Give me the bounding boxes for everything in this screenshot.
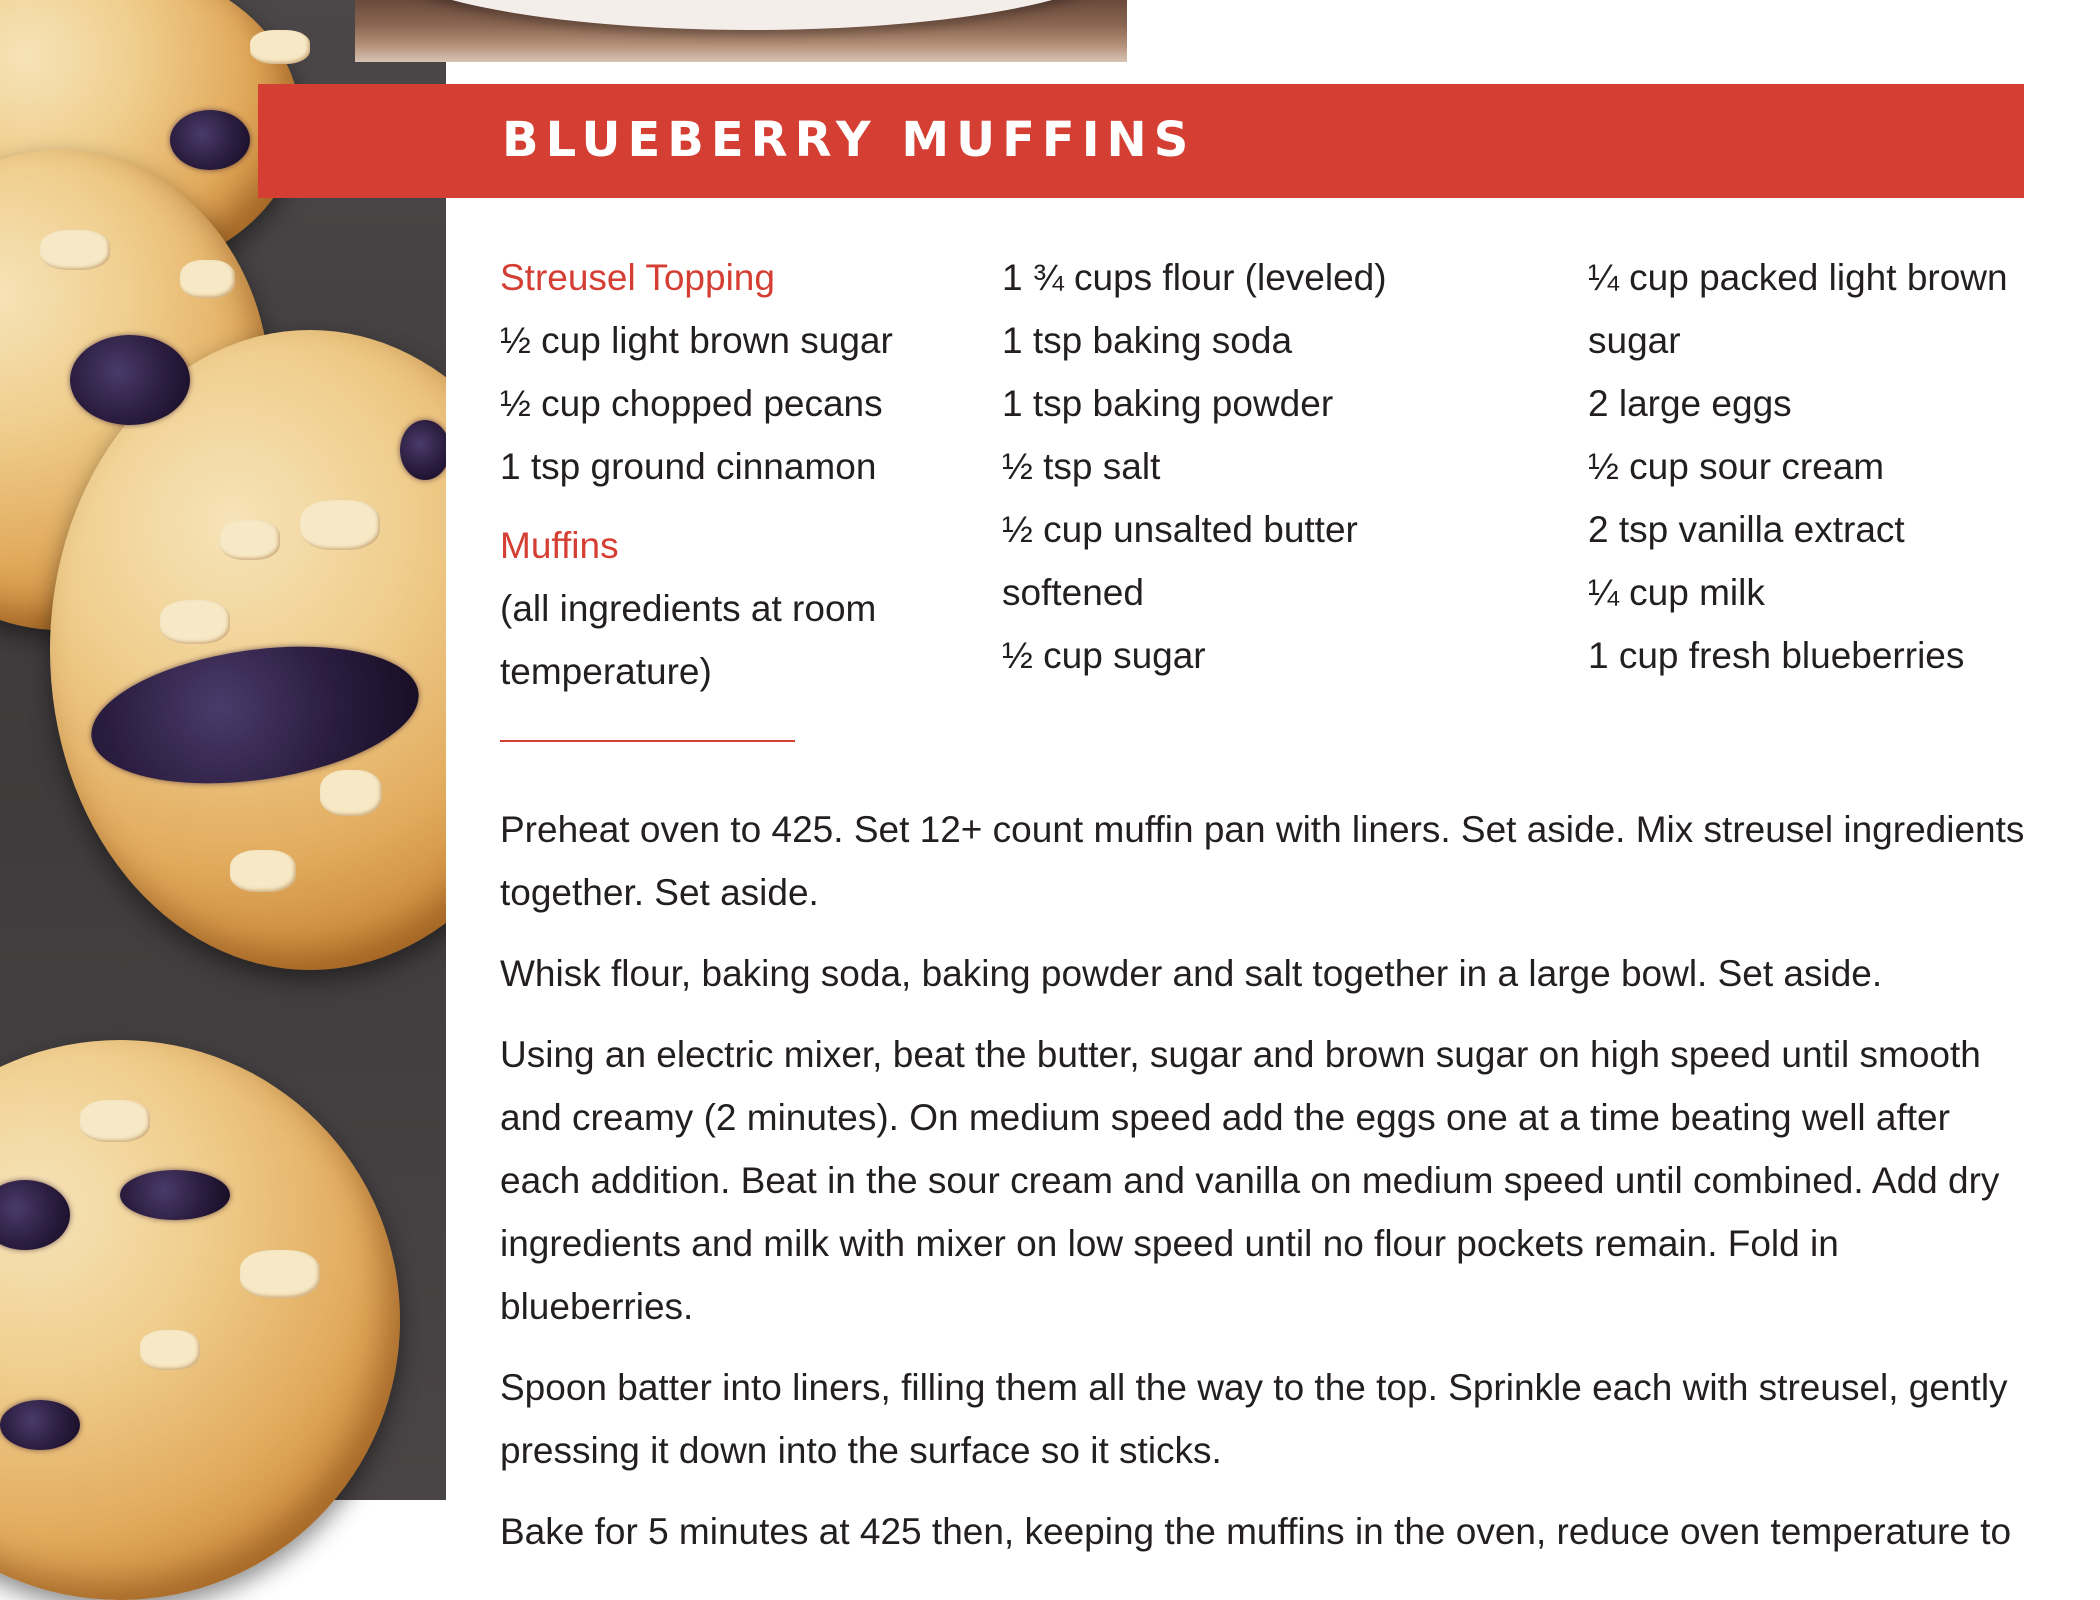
plate-photo-strip xyxy=(355,0,1127,62)
title-banner xyxy=(258,84,2024,198)
streusel-crumb xyxy=(220,520,280,560)
ingredient-item: 1 tsp baking powder xyxy=(1002,383,1334,424)
ingredient-item: ½ cup sour cream xyxy=(1588,446,1885,487)
instruction-step: Bake for 5 minutes at 425 then, keeping the muffins in the oven, reduce oven temperature to xyxy=(500,1511,2012,1552)
streusel-crumb xyxy=(250,30,310,64)
streusel-crumb xyxy=(240,1250,320,1298)
ingredient-item: ½ cup unsalted butter softened xyxy=(1002,509,1358,613)
ingredient-item: 2 tsp vanilla extract xyxy=(1588,509,1905,550)
streusel-crumb xyxy=(300,500,380,550)
recipe-title: BLUEBERRY MUFFINS xyxy=(502,112,1196,168)
ingredient-item: ½ cup chopped pecans xyxy=(500,383,883,424)
muffin-photo xyxy=(0,0,446,1500)
ingredient-item: 1 tsp ground cinnamon xyxy=(500,446,877,487)
ingredients-column-2 xyxy=(1002,246,1562,687)
section-divider xyxy=(500,740,795,742)
streusel-crumb xyxy=(230,850,296,892)
ingredient-item: 1 cup fresh blueberries xyxy=(1588,635,1965,676)
streusel-heading: Streusel Topping xyxy=(500,257,775,298)
streusel-crumb xyxy=(160,600,230,644)
instruction-step: Using an electric mixer, beat the butter, sugar and brown sugar on high speed until smooth and creamy (2 minutes). On medium speed add the eggs one at a time beating well after each addition. Beat in the sour cream and vanilla on medium speed until combined. Add dry ingredients and milk with mixer on low speed until no flour pockets remain. Fold in blueberries. xyxy=(500,1034,2000,1327)
plate xyxy=(377,0,1127,30)
ingredient-item: ¼ cup milk xyxy=(1588,572,1765,613)
ingredient-item: 2 large eggs xyxy=(1588,383,1792,424)
ingredient-item: ½ cup sugar xyxy=(1002,635,1206,676)
ingredients-column-3 xyxy=(1588,246,2028,687)
streusel-crumb xyxy=(40,230,110,270)
ingredient-item: 1 ¾ cups flour (leveled) xyxy=(1002,257,1387,298)
blueberry xyxy=(170,110,250,170)
blueberry xyxy=(70,335,190,425)
streusel-crumb xyxy=(180,260,235,298)
ingredient-item: ½ tsp salt xyxy=(1002,446,1161,487)
blueberry xyxy=(400,420,450,480)
blueberry xyxy=(120,1170,230,1220)
ingredient-item: 1 tsp baking soda xyxy=(1002,320,1293,361)
instruction-step: Spoon batter into liners, filling them all the way to the top. Sprinkle each with streusel, gently pressing it down into the surface so it sticks. xyxy=(500,1367,2008,1471)
instruction-step: Whisk flour, baking soda, baking powder and salt together in a large bowl. Set aside. xyxy=(500,953,1883,994)
streusel-crumb xyxy=(140,1330,200,1370)
ingredients-column-1 xyxy=(500,246,940,703)
ingredient-item: ½ cup light brown sugar xyxy=(500,320,893,361)
instruction-step: Preheat oven to 425. Set 12+ count muffin pan with liners. Set aside. Mix streusel ingredients together. Set aside. xyxy=(500,809,2025,913)
streusel-crumb xyxy=(320,770,382,816)
instructions xyxy=(500,798,2030,1581)
ingredient-item: ¼ cup packed light brown sugar xyxy=(1588,257,2008,361)
blueberry xyxy=(0,1400,80,1450)
muffins-note: (all ingredients at room temperature) xyxy=(500,588,877,692)
streusel-crumb xyxy=(80,1100,150,1142)
muffins-heading: Muffins xyxy=(500,525,619,566)
